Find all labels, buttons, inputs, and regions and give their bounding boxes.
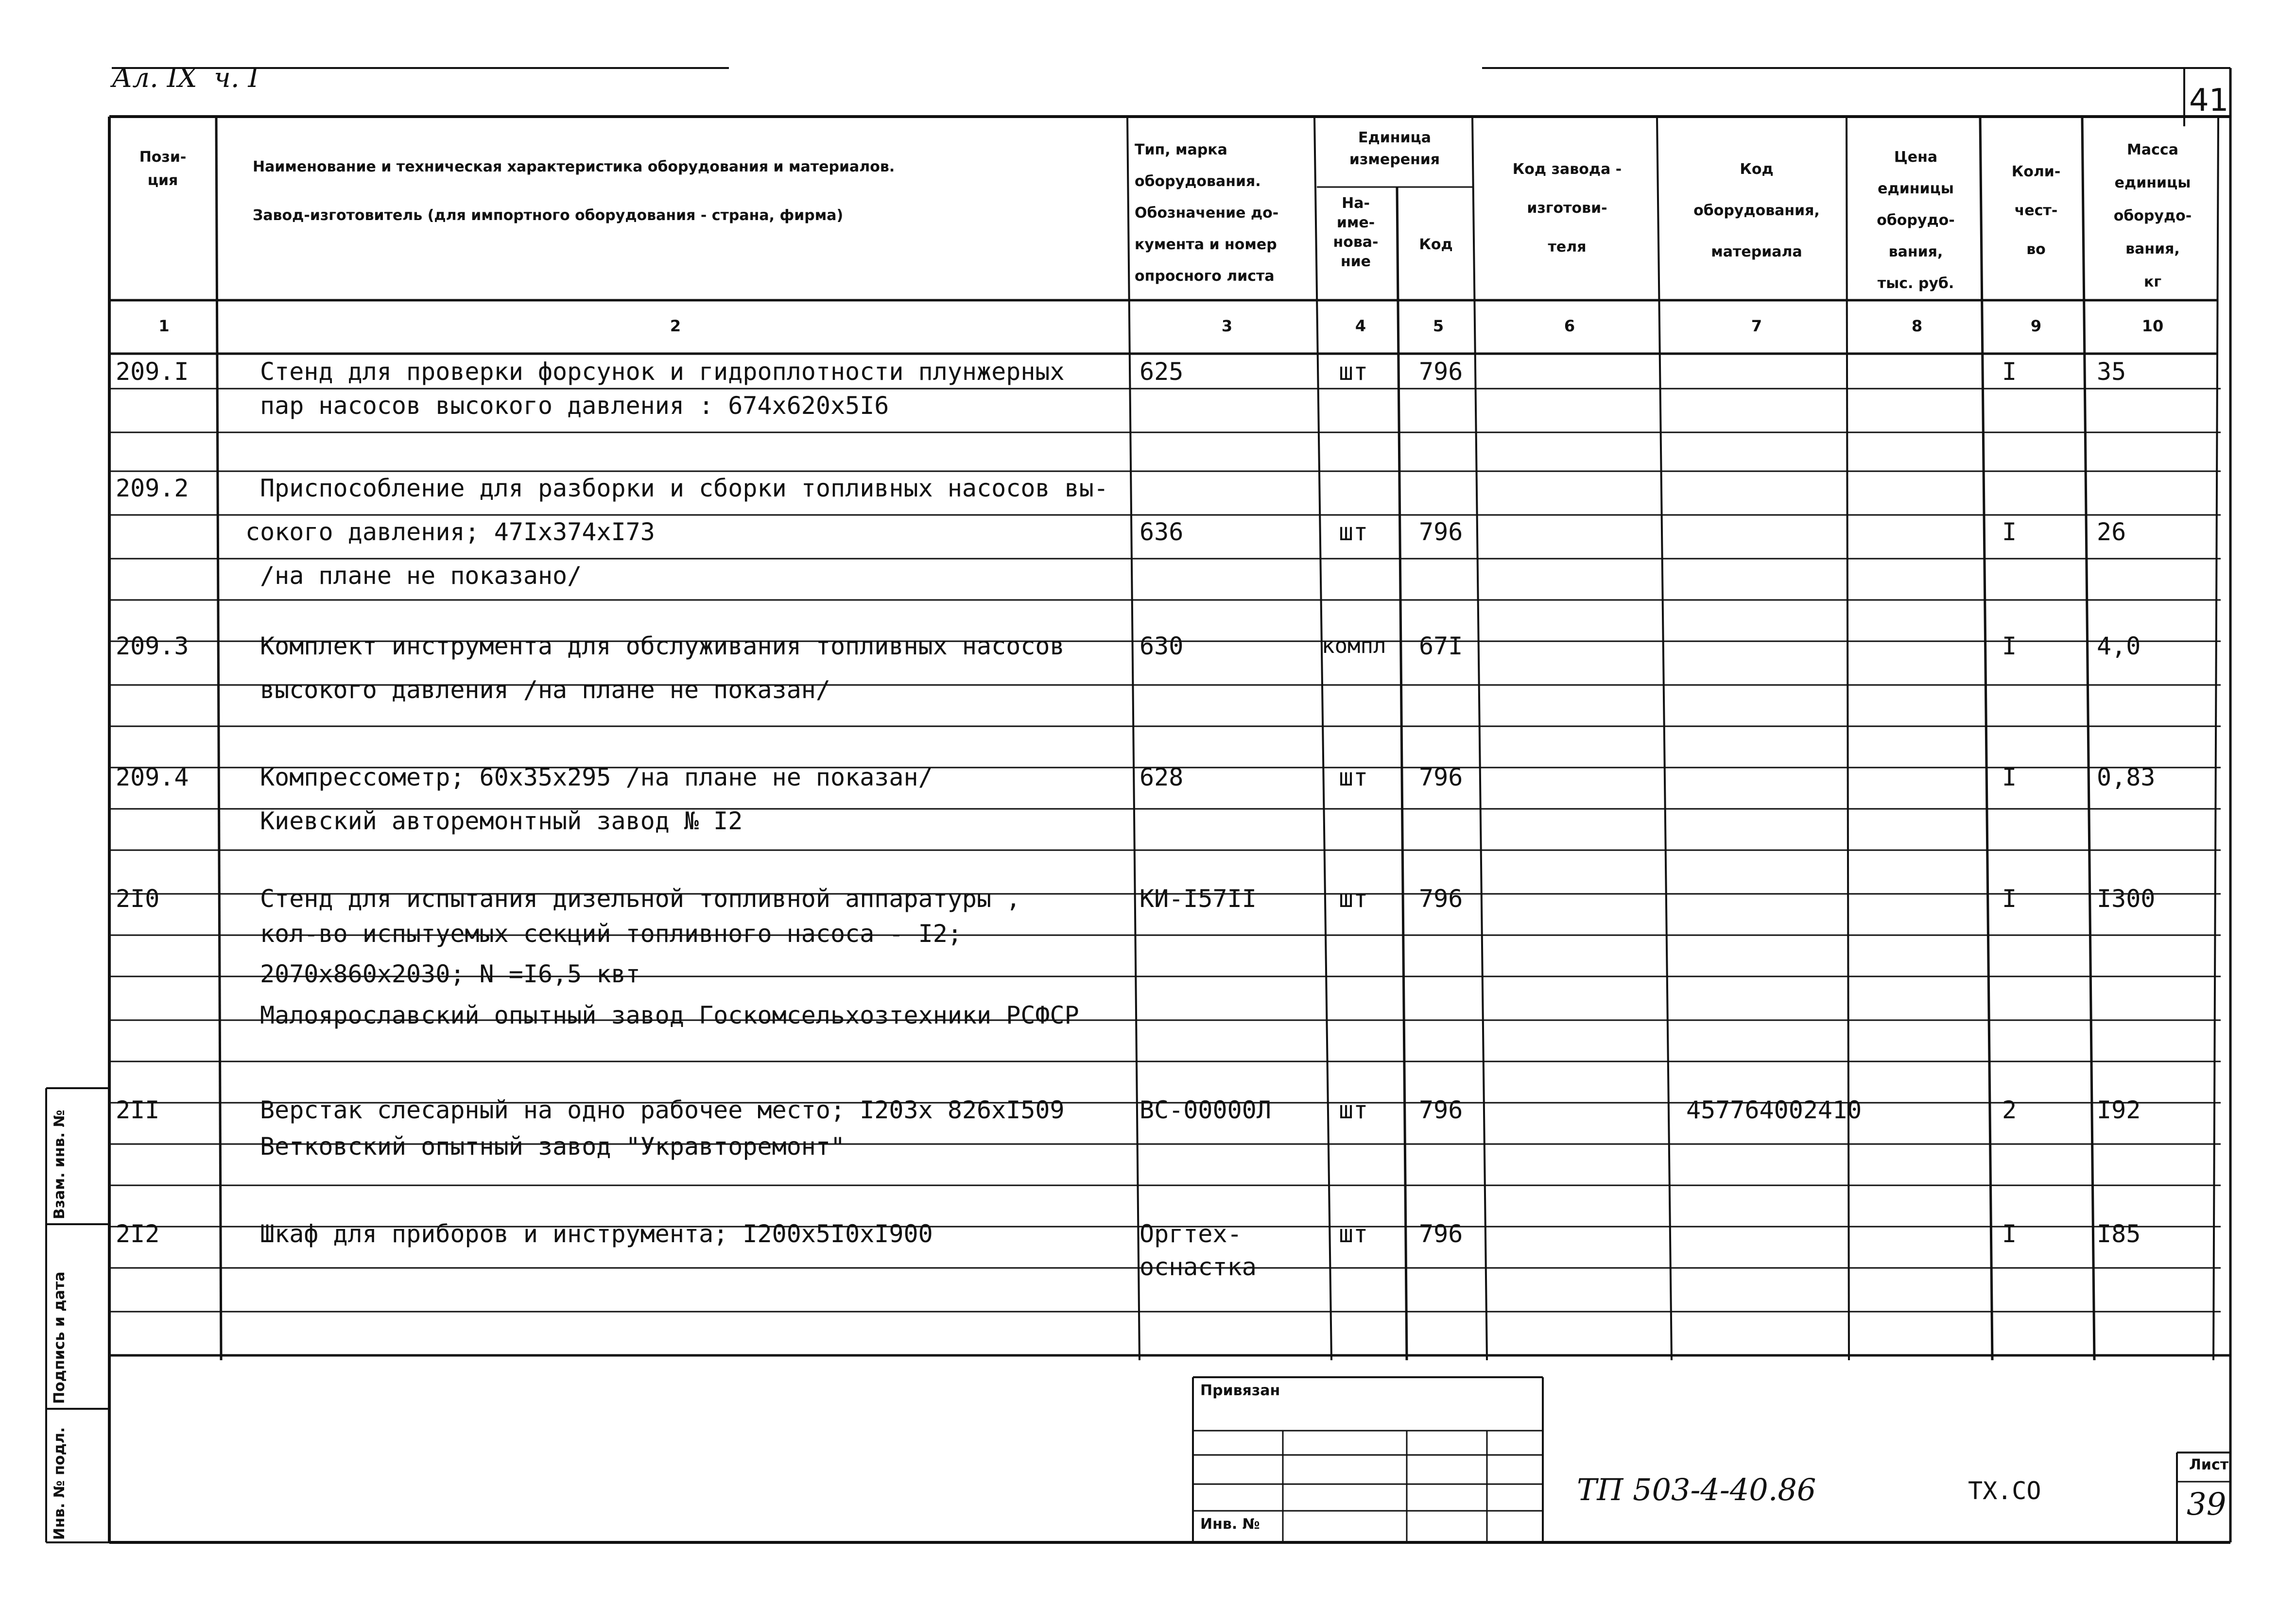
header-cell-3-line: кумента и номер — [1135, 236, 1277, 253]
row-position: 2II — [116, 1096, 160, 1124]
header-cell-1-line: Пози- — [139, 149, 187, 166]
row-quantity: I — [2002, 1220, 2017, 1248]
row-description-line: Комплект инструмента для обслуживания топливных насосов — [260, 632, 1065, 660]
row-type: КИ-I57II — [1139, 885, 1257, 913]
row-description-line: Ветковский опытный завод "Укравторемонт" — [260, 1132, 846, 1161]
row-type: оснастка — [1139, 1253, 1257, 1281]
header-cell-10-line: чест- — [2014, 202, 2058, 219]
doc-code: ТП 503-4-40.86 — [1577, 1472, 1816, 1507]
row-quantity: 2 — [2002, 1096, 2017, 1124]
header-cell-5-line: ние — [1340, 253, 1371, 270]
row-quantity: I — [2002, 763, 2017, 791]
stamp-bound-label: Привязан — [1200, 1382, 1280, 1399]
row-material-code: 457764002410 — [1686, 1096, 1862, 1124]
row-description-line: 2070х860х2030; N =I6,5 квт — [260, 960, 640, 988]
row-type: Оргтех- — [1139, 1220, 1242, 1248]
row-position: 209.2 — [116, 474, 189, 502]
column-number: 2 — [670, 317, 681, 335]
header-cell-7-line: теля — [1548, 239, 1587, 256]
row-description-line: Приспособление для разборки и сборки топливных насосов вы- — [260, 474, 1108, 502]
header-cell-9-line: оборудо- — [1877, 212, 1955, 229]
row-unit: шт — [1339, 518, 1368, 546]
header-cell-5-line: име- — [1336, 214, 1375, 231]
row-unit-code: 796 — [1419, 763, 1463, 791]
row-mass: 26 — [2097, 518, 2126, 546]
side-label-signature: Подпись и дата — [51, 1271, 68, 1404]
row-description-line: Стенд для испытания дизельной топливной аппаратуры , — [260, 885, 1021, 913]
header-cell-7-line: изготови- — [1527, 200, 1607, 217]
row-description-line: Стенд для проверки форсунок и гидроплотности плунжерных — [260, 358, 1065, 386]
row-unit: шт — [1339, 1096, 1368, 1124]
row-mass: I300 — [2097, 885, 2156, 913]
header-cell-11-line: единицы — [2114, 174, 2191, 191]
header-cell-2-line: Завод-изготовитель (для импортного оборудования - страна, фирма) — [253, 207, 844, 224]
row-mass: 35 — [2097, 358, 2126, 386]
header-cell-4-line: измерения — [1349, 151, 1440, 168]
album-label: Ал. IX — [112, 62, 197, 94]
header-cell-8-line: материала — [1711, 243, 1802, 260]
header-cell-9-line: тыс. руб. — [1877, 275, 1954, 292]
column-number: 10 — [2141, 317, 2164, 335]
row-mass: 4,0 — [2097, 632, 2141, 660]
header-cell-11-line: оборудо- — [2113, 207, 2192, 224]
header-cell-9-line: Цена — [1894, 149, 1938, 166]
header-cell-3-line: Обозначение до- — [1135, 205, 1279, 222]
header-cell-11-line: кг — [2143, 274, 2162, 291]
row-unit-code: 796 — [1419, 518, 1463, 546]
row-unit: шт — [1339, 1220, 1368, 1248]
row-quantity: I — [2002, 885, 2017, 913]
column-number: 6 — [1564, 317, 1575, 335]
column-number: 5 — [1433, 317, 1444, 335]
row-mass: 0,83 — [2097, 763, 2156, 791]
column-number: 4 — [1355, 317, 1366, 335]
header-cell-7-line: Код завода - — [1512, 161, 1622, 178]
row-quantity: I — [2002, 632, 2017, 660]
header-cell-8-line: Код — [1740, 161, 1774, 178]
row-unit-code: 796 — [1419, 358, 1463, 386]
column-number: 8 — [1911, 317, 1923, 335]
row-unit-code: 67I — [1419, 632, 1463, 660]
row-description-line: кол-во испытуемых секций топливного насоса - I2; — [260, 920, 962, 948]
column-number: 1 — [158, 317, 170, 335]
header-cell-4-line: Единица — [1358, 129, 1431, 146]
row-position: 2I2 — [116, 1220, 160, 1248]
row-type: 636 — [1139, 518, 1184, 546]
row-type: ВС-00000Л — [1139, 1096, 1271, 1124]
row-description-line: Верстак слесарный на одно рабочее место; I203х 826хI509 — [260, 1096, 1065, 1124]
row-quantity: I — [2002, 518, 2017, 546]
row-mass: I92 — [2097, 1096, 2141, 1124]
row-description-line: пар насосов высокого давления : 674х620х5I6 — [260, 392, 889, 420]
row-type: 625 — [1139, 358, 1184, 386]
header-cell-1-line: ция — [147, 172, 178, 189]
row-unit: шт — [1339, 358, 1368, 386]
sheet-number: 39 — [2187, 1487, 2227, 1522]
header-cell-9-line: вания, — [1888, 243, 1943, 260]
row-position: 2I0 — [116, 885, 160, 913]
row-unit-code: 796 — [1419, 885, 1463, 913]
header-cell-10-line: Коли- — [2011, 163, 2061, 180]
header-cell-6-line: Код — [1419, 236, 1453, 253]
side-label-replace: Взам. инв. № — [51, 1110, 68, 1219]
column-number: 9 — [2030, 317, 2042, 335]
row-unit: компл — [1322, 633, 1386, 658]
row-description-line: сокого давления; 47Iх374хI73 — [245, 518, 655, 546]
page-number: 41 — [2189, 83, 2229, 119]
section-code: ТХ.СО — [1968, 1477, 2041, 1505]
header-cell-8-line: оборудования, — [1693, 202, 1820, 219]
row-position: 209.4 — [116, 763, 189, 791]
header-cell-9-line: единицы — [1878, 180, 1954, 197]
part-label: ч. I — [214, 62, 259, 94]
header-cell-2-line: Наименование и техническая характеристика оборудования и материалов. — [253, 158, 895, 175]
stamp-inv-label: Инв. № — [1200, 1516, 1260, 1533]
row-position: 209.3 — [116, 632, 189, 660]
row-unit: шт — [1339, 885, 1368, 913]
column-number: 7 — [1751, 317, 1762, 335]
header-cell-5-line: На- — [1342, 195, 1370, 212]
row-type: 630 — [1139, 632, 1184, 660]
row-description-line: высокого давления /на плане не показан/ — [260, 676, 830, 704]
row-unit: шт — [1339, 763, 1368, 791]
row-position: 209.I — [116, 358, 189, 386]
row-mass: I85 — [2097, 1220, 2141, 1248]
side-label-inv: Инв. № подл. — [51, 1427, 68, 1540]
header-cell-11-line: вания, — [2125, 240, 2180, 257]
header-cell-11-line: Масса — [2127, 141, 2178, 158]
header-cell-10-line: во — [2026, 241, 2046, 258]
row-description-line: Киевский авторемонтный завод № I2 — [260, 807, 743, 835]
row-description-line: Шкаф для приборов и инструмента; I200х5I0хI900 — [260, 1220, 933, 1248]
row-description-line: Компрессометр; 60х35х295 /на плане не показан/ — [260, 763, 933, 791]
row-quantity: I — [2002, 358, 2017, 386]
sheet-label: Лист — [2189, 1456, 2229, 1473]
header-cell-3-line: опросного листа — [1135, 268, 1275, 285]
row-description-line: /на плане не показано/ — [260, 562, 582, 590]
header-cell-3-line: оборудования. — [1135, 173, 1261, 190]
column-number: 3 — [1221, 317, 1233, 335]
header-cell-5-line: нова- — [1333, 234, 1379, 251]
header-cell-3-line: Тип, марка — [1135, 141, 1227, 158]
row-unit-code: 796 — [1419, 1096, 1463, 1124]
row-description-line: Малоярославский опытный завод Госкомсельхозтехники РСФСР — [260, 1001, 1079, 1029]
row-unit-code: 796 — [1419, 1220, 1463, 1248]
row-type: 628 — [1139, 763, 1184, 791]
